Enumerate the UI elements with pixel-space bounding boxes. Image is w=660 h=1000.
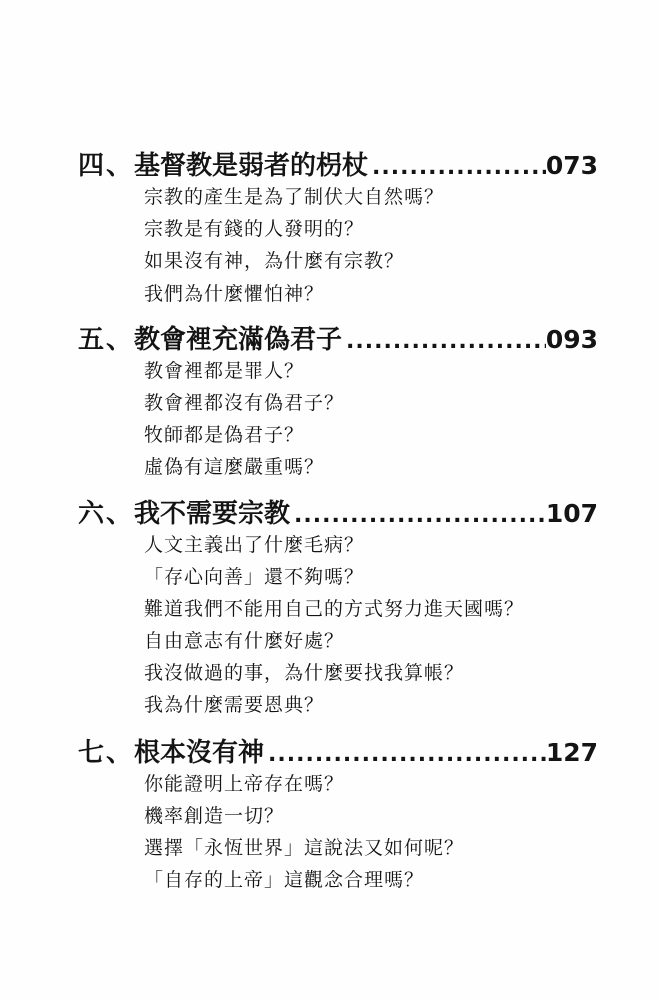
question-list [78,355,598,484]
chapter-heading[interactable] [78,730,598,768]
question-item: 你能證明上帝存在嗎？ [144,772,345,795]
question-item: 自由意志有什麼好處？ [144,630,345,653]
chapter-page-number: 073 [545,151,598,180]
chapter-title: 基督教是弱者的枴杖 [134,151,369,181]
dot-leader [290,503,546,529]
chapter-title: 我不需要宗教 [134,498,291,529]
chapter-page-number: 107 [545,498,598,528]
chapter-title: 教會裡充滿偽君子 [134,324,343,355]
question-item: 機率創造一切？ [144,804,285,827]
question-item: 宗教的產生是為了制伏大自然嗎？ [144,186,445,208]
chapter-title: 根本沒有神 [134,737,265,768]
chapter-heading[interactable] [78,491,598,529]
toc-chapter-5 [78,317,598,484]
chapter-heading[interactable] [78,143,598,181]
question-item: 我們為什麼懼怕神？ [144,282,325,305]
question-item: 教會裡都是罪人？ [144,359,305,382]
question-item: 難道我們不能用自己的方式努力進天國嗎？ [144,597,525,620]
toc-chapter-7 [78,730,598,897]
question-item: 虛偽有這麼嚴重嗎？ [144,456,325,479]
question-item: 教會裡都沒有偽君子？ [144,391,345,414]
question-item: 我為什麼需要恩典？ [144,694,325,717]
question-item: 宗教是有錢的人發明的？ [144,218,365,241]
question-item: 選擇「永恆世界」這說法又如何呢？ [144,837,465,859]
chapter-heading[interactable] [78,317,598,355]
chapter-number: 七、 [78,737,135,768]
question-item: 「存心向善」還不夠嗎？ [144,565,365,588]
question-list [78,768,598,897]
chapter-number: 四、 [78,151,135,181]
chapter-page-number: 127 [545,737,598,767]
question-item: 牧師都是偽君子？ [144,424,305,447]
toc-chapter-4 [78,143,598,310]
question-item: 我沒做過的事，為什麼要找我算帳？ [144,662,465,685]
dot-leader [264,742,546,768]
chapter-page-number: 093 [545,324,598,354]
chapter-number: 五、 [78,324,135,355]
dot-leader [368,155,546,181]
table-of-contents [78,143,598,896]
question-item: 「自存的上帝」這觀念合理嗎？ [144,869,425,892]
dot-leader [342,329,546,355]
toc-chapter-6 [78,491,598,722]
question-list [78,529,598,722]
question-item: 如果沒有神，為什麼有宗教？ [144,250,405,273]
chapter-number: 六、 [78,498,135,529]
question-item: 人文主義出了什麼毛病？ [144,533,365,556]
question-list [78,181,598,310]
